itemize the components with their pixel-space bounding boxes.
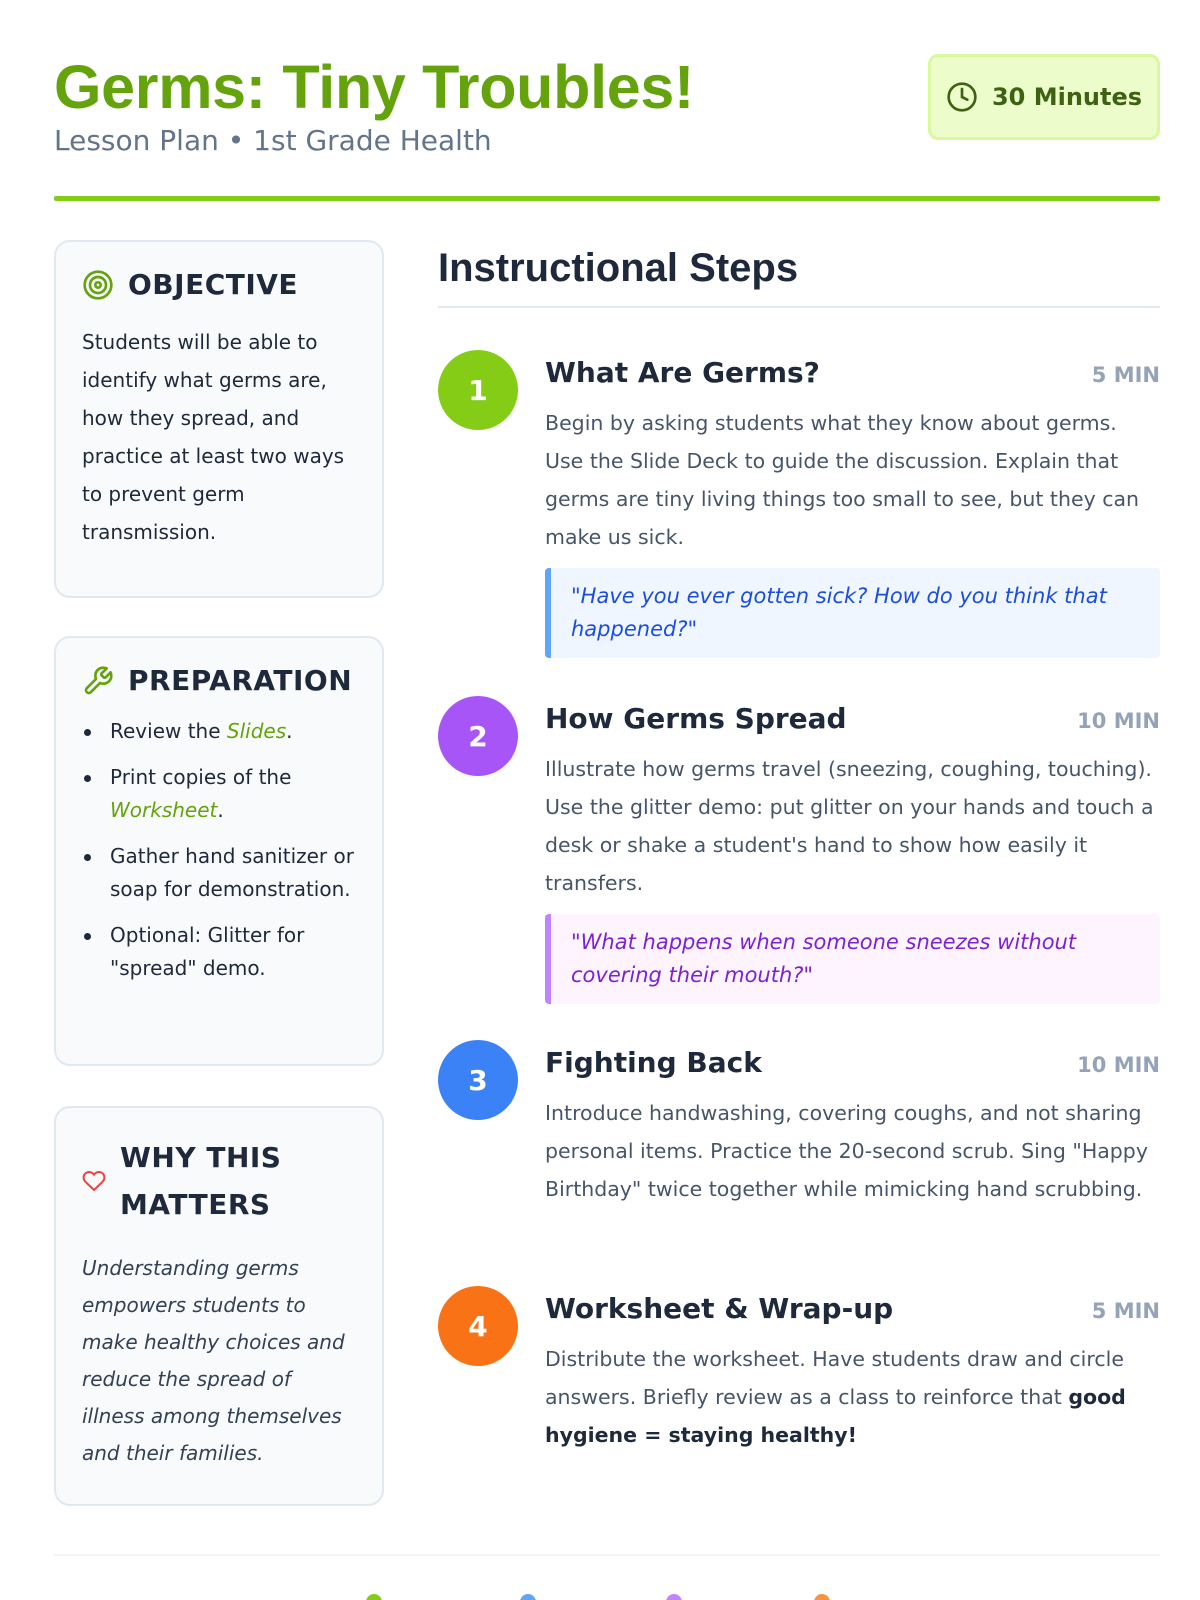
slides-link[interactable]: Slides — [226, 719, 287, 743]
step-number-badge: 2 — [438, 696, 518, 776]
clock-icon — [946, 81, 978, 113]
duration-label: 30 Minutes — [991, 83, 1143, 111]
list-item: Review the Slides. — [82, 715, 356, 748]
list-item: Print copies of the Worksheet. — [82, 761, 356, 827]
list-item: Gather hand sanitizer or soap for demonstration. — [82, 840, 356, 906]
preparation-list — [82, 715, 356, 985]
step-description: Distribute the worksheet. Have students draw and circle answers. Briefly review as a class to reinforce that good hygiene = staying healthy! — [545, 1347, 1126, 1447]
step-description: Illustrate how germs travel (sneezing, coughing, touching). Use the glitter demo: put glitter on your hands and touch a desk or shake a student's hand to show how easily it transfers. — [545, 757, 1154, 895]
preparation-card — [54, 636, 384, 1066]
step-title: How Germs Spread — [545, 702, 847, 735]
step-number-badge: 3 — [438, 1040, 518, 1120]
step-description: Introduce handwashing, covering coughs, and not sharing personal items. Practice the 20-second scrub. Sing "Happy Birthday" twice together while mimicking hand scrubbing. — [545, 1101, 1148, 1201]
worksheet-link[interactable]: Worksheet — [110, 798, 218, 822]
footer-dot — [814, 1594, 830, 1600]
step-duration: 10 MIN — [1077, 1053, 1160, 1077]
footer-divider — [54, 1554, 1160, 1556]
step-quote: "What happens when someone sneezes without covering their mouth?" — [545, 914, 1160, 1004]
why-card — [54, 1106, 384, 1506]
step-title: Fighting Back — [545, 1046, 762, 1079]
target-icon — [82, 269, 114, 301]
objective-title: OBJECTIVE — [128, 268, 299, 301]
step-title: Worksheet & Wrap-up — [545, 1292, 894, 1325]
footer-dot — [366, 1594, 382, 1600]
why-title: WHY THIS MATTERS — [120, 1141, 282, 1221]
step-description: Begin by asking students what they know about germs. Use the Slide Deck to guide the discussion. Explain that germs are tiny living things too small to see, but they can make us sick. — [545, 411, 1140, 549]
footer-dot — [520, 1594, 536, 1600]
duration-badge — [928, 54, 1160, 140]
objective-text: Students will be able to identify what germs are, how they spread, and practice at least two ways to prevent germ transmission. — [82, 330, 345, 544]
step-duration: 5 MIN — [1091, 363, 1160, 387]
step-quote: "Have you ever gotten sick? How do you think that happened?" — [545, 568, 1160, 658]
steps-divider — [438, 306, 1160, 308]
page-subtitle: Lesson Plan • 1st Grade Health — [54, 124, 492, 157]
preparation-title: PREPARATION — [128, 664, 353, 697]
step-title: What Are Germs? — [545, 356, 820, 389]
header-divider — [54, 196, 1160, 201]
page-title: Germs: Tiny Troubles! — [54, 53, 695, 121]
why-text: Understanding germs empowers students to make healthy choices and reduce the spread of illness among themselves and their families. — [82, 1256, 345, 1465]
lesson-header — [54, 52, 1160, 202]
footer-dot — [666, 1594, 682, 1600]
step-duration: 5 MIN — [1091, 1299, 1160, 1323]
step-number-badge: 4 — [438, 1286, 518, 1366]
step-duration: 10 MIN — [1077, 709, 1160, 733]
step-number-badge: 1 — [438, 350, 518, 430]
wrench-icon — [82, 665, 114, 697]
steps-heading: Instructional Steps — [438, 246, 799, 290]
instructional-steps — [438, 240, 1160, 1447]
objective-card — [54, 240, 384, 598]
heart-icon — [82, 1169, 106, 1193]
list-item: Optional: Glitter for "spread" demo. — [82, 919, 356, 985]
